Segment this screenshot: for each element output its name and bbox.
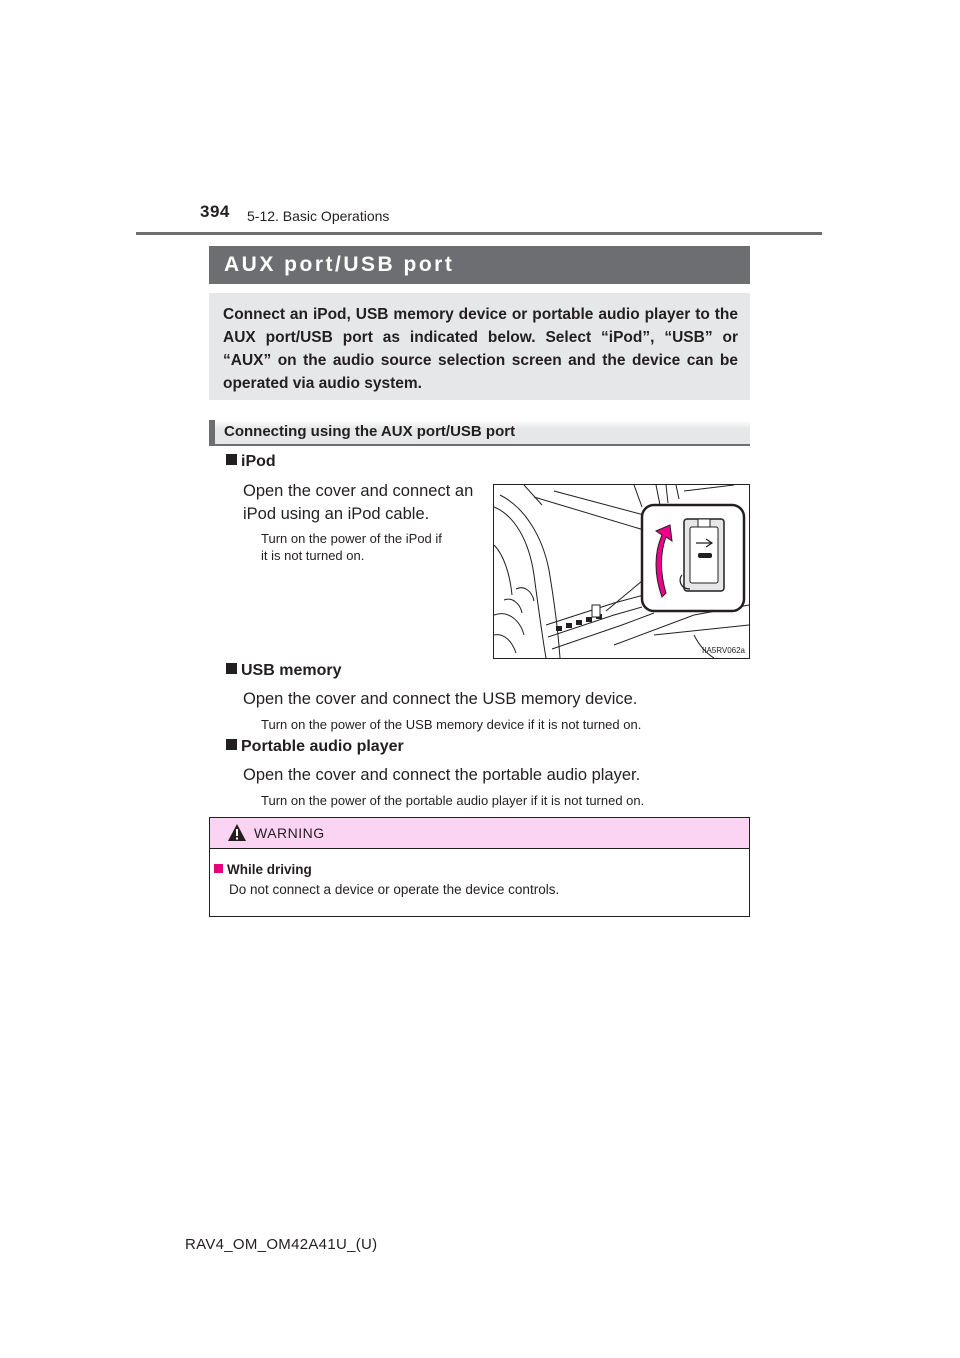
usb-port-illustration — [493, 484, 750, 659]
dashboard-illustration-icon — [494, 485, 749, 658]
subheading-text: Connecting using the AUX port/USB port — [224, 423, 516, 440]
warning-triangle-icon — [227, 823, 247, 842]
figure-code: IIA5RV062a — [702, 646, 745, 655]
ipod-instruction: Open the cover and connect an iPod using an iPod cable. — [243, 482, 474, 523]
warning-header — [210, 818, 749, 849]
ipod-note: Turn on the power of the iPod if it is not turned on. — [261, 531, 442, 563]
usb-memory-instruction: Open the cover and connect the USB memory device. — [243, 690, 638, 708]
subheading-bar — [209, 420, 750, 446]
warning-box — [209, 817, 750, 917]
section-reference: 5-12. Basic Operations — [247, 208, 390, 224]
page-number: 394 — [200, 202, 230, 221]
usb-memory-note: Turn on the power of the USB memory device if it is not turned on. — [261, 717, 642, 732]
item-title-usb-memory: USB memory — [226, 662, 341, 680]
footer-code: RAV4_OM_OM42A41U_(U) — [185, 1236, 378, 1253]
item-title-ipod: iPod — [226, 453, 276, 471]
warning-text: Do not connect a device or operate the device controls. — [229, 882, 560, 897]
square-bullet-icon — [226, 739, 237, 750]
warning-subtitle: While driving — [214, 862, 312, 877]
intro-text: Connect an iPod, USB memory device or portable audio player to the AUX port/USB port as indicated below. Select “iPod”, “USB” or “AUX” on the audio source selection screen and the device can be operated via audio system. — [223, 306, 738, 392]
portable-audio-instruction: Open the cover and connect the portable audio player. — [243, 766, 641, 784]
warning-label: WARNING — [254, 825, 325, 841]
square-bullet-icon — [226, 454, 237, 465]
page-title-bar — [209, 246, 750, 284]
intro-box — [209, 293, 750, 400]
page-title: AUX port/USB port — [224, 253, 455, 276]
portable-audio-note: Turn on the power of the portable audio player if it is not turned on. — [261, 793, 645, 808]
item-title-portable-audio: Portable audio player — [226, 738, 404, 756]
header-rule — [136, 232, 822, 235]
square-bullet-icon — [214, 864, 223, 873]
square-bullet-icon — [226, 663, 237, 674]
